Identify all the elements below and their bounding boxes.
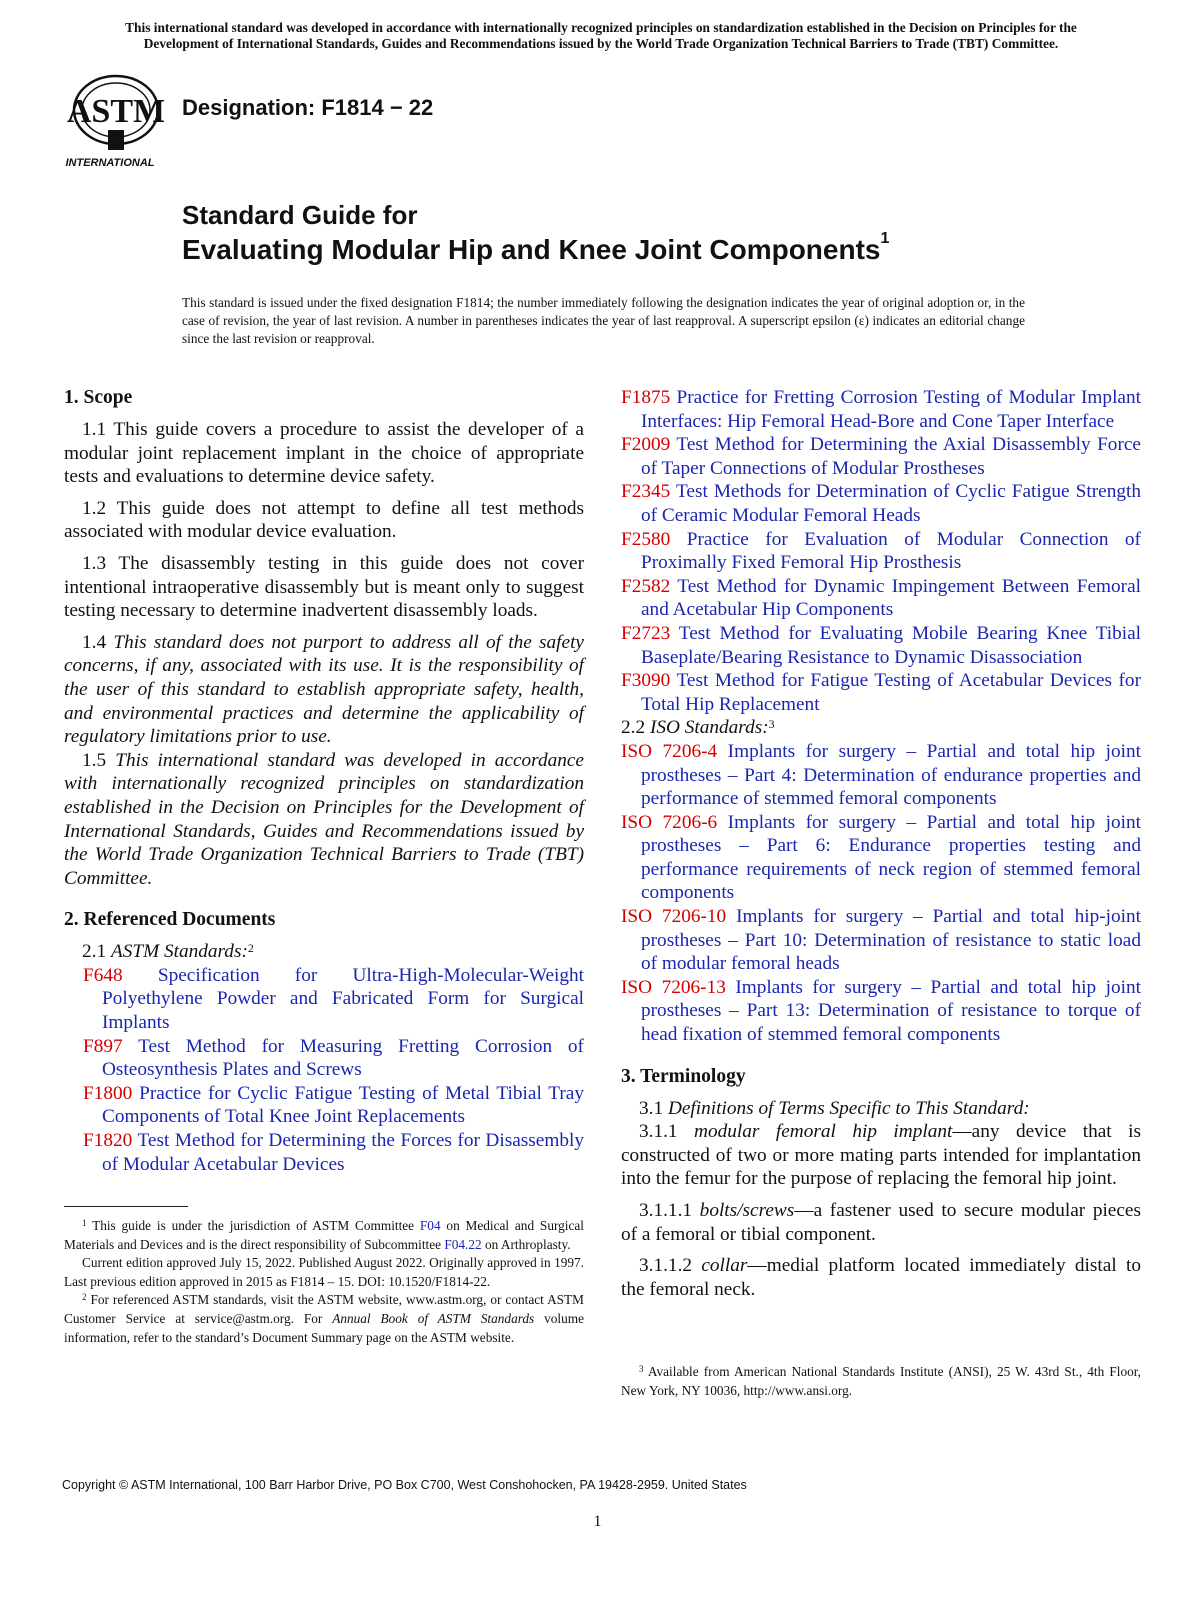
astm-standards-sup: 2 [247,941,254,956]
footnote-1-c: on Arthroplasty. [485,1236,571,1252]
ref-code[interactable]: F2009 [621,434,671,456]
ref-f1875[interactable] [621,386,1141,433]
subcommittee-link[interactable]: F04.22 [444,1236,482,1252]
iso-standards-sup: 3 [768,717,775,732]
scope-1-5-text: This international standard was developed in accordance with internationally recognized principles on standardization established in the Decision on Principles for the Development of International Standards, Guides and Recommendations issued by the World Trade Organization Technical Barriers to Trade (TBT) Committee. [64,749,584,889]
page-number: 1 [593,1513,602,1530]
designation: Designation: F1814 − 22 [182,95,434,120]
astm-standards-label [64,940,584,964]
ref-code[interactable]: ISO 7206-6 [621,811,718,833]
term-3-1-1-2 [621,1254,1141,1301]
scope-1-5-num: 1.5 [82,749,107,771]
definitions-text: Definitions of Terms Specific to This Standard: [667,1097,1030,1119]
ref-f2582[interactable] [621,575,1141,622]
footnote-2-mark: 2 [82,1292,87,1303]
scope-1-4-num: 1.4 [82,631,107,653]
term-name: bolts/screws [699,1200,795,1221]
ref-code[interactable]: F2582 [621,575,671,597]
ref-code[interactable]: F1820 [83,1130,133,1152]
term-num: 3.1.1 [639,1121,678,1143]
iso-standards-text: ISO Standards: [649,717,769,739]
footnote-2 [64,1291,584,1347]
title-main: Evaluating Modular Hip and Knee Joint Components [182,234,881,265]
definitions-num: 3.1 [639,1097,664,1119]
ref-f648[interactable] [64,964,584,1035]
ref-code[interactable]: F2345 [621,481,671,503]
ref-f2580[interactable] [621,528,1141,575]
ref-title[interactable]: Test Method for Determining the Forces for Disassembly of Modular Acetabular Devices [102,1130,584,1175]
astm-logo-icon [64,70,168,170]
term-definition: —medial platform located immediately distal to the femoral neck. [621,1255,1141,1300]
ref-code[interactable]: F1875 [621,387,671,408]
scope-1-5 [64,749,584,891]
term-definition: —a fastener used to secure modular pieces of a femoral or tibial component. [621,1200,1141,1245]
ref-code[interactable]: F648 [83,964,123,986]
development-notice [62,20,1140,52]
logo-subtitle: INTERNATIONAL [65,157,155,169]
term-definition: —any device that is constructed of two or more mating parts intended for implantation into the femur for the purpose of replacing the femoral hip joint. [621,1121,1141,1190]
notice-line-1: This international standard was developed in accordance with internationally recognized principles on standardization established in the Decision on Principles for the [125,20,1077,35]
ref-iso-7206-4[interactable] [621,740,1141,811]
ref-title[interactable]: Test Method for Dynamic Impingement Between Femoral and Acetabular Hip Components [641,575,1141,621]
ref-code[interactable]: F2580 [621,528,671,550]
ref-f1800[interactable] [64,1082,584,1129]
ref-title[interactable]: Practice for Evaluation of Modular Connection of Proximally Fixed Femoral Hip Prosthesis [641,528,1141,574]
title-line-2 [182,230,890,266]
ref-title[interactable]: Practice for Fretting Corrosion Testing of Modular Implant Interfaces: Hip Femoral Head-Bore and Cone Taper Interface [641,387,1141,432]
term-num: 3.1.1.1 [639,1200,693,1221]
ref-title[interactable]: Implants for surgery – Partial and total hip-joint prostheses – Part 10: Determination of resistance to static load of modular femoral heads [641,906,1141,975]
notice-line-2: Development of International Standards, Guides and Recommendations issued by the World Trade Organization Technical Barriers to Trade (TBT) Committee. [143,36,1059,51]
intro-paragraph: This standard is issued under the fixed designation F1814; the number immediately following the designation indicates the year of original adoption or, in the case of revision, the year of last revision. A number in parentheses indicates the year of last reapproval. A superscript epsilon (ε) indicates an editorial change since the last revision or reapproval. [182,295,1025,346]
ref-title[interactable]: Test Method for Determining the Axial Disassembly Force of Taper Connections of Modular Prostheses [641,434,1141,479]
committee-link[interactable]: F04 [419,1218,441,1233]
scope-1-1: 1.1 This guide covers a procedure to assist the developer of a modular joint replacement implant in the choice of appropriate tests and evaluations to determine device safety. [64,419,584,488]
left-column [64,386,584,1176]
footnote-3-mark: 3 [639,1364,644,1374]
copyright-line: Copyright © ASTM International, 100 Barr Harbor Drive, PO Box C700, West Conshohocken, PA 19428-2959. United States [62,1478,747,1492]
ref-title[interactable]: Test Method for Evaluating Mobile Bearing Knee Tibial Baseplate/Bearing Resistance to Dynamic Disassociation [641,622,1141,668]
term-name: collar [701,1255,748,1277]
ref-f2009[interactable] [621,433,1141,480]
footnote-1-b: on Medical and Surgical Materials and Devices and is the direct responsibility of Subcommittee [64,1218,584,1252]
ref-title[interactable]: Practice for Cyclic Fatigue Testing of Metal Tibial Tray Components of Total Knee Joint Replacements [102,1082,584,1128]
ref-code[interactable]: ISO 7206-13 [621,976,726,998]
term-name: modular femoral hip implant [694,1121,953,1143]
footnote-edition: Current edition approved July 15, 2022. Published August 2022. Originally approved in 1997. Last previous edition approved in 2015 as F1814 – 15. DOI: 10.1520/F1814-22. [64,1255,584,1289]
footnote-3-text: Available from American National Standards Institute (ANSI), 25 W. 43rd St., 4th Floor, New York, NY 10036, http://www.ansi.org. [621,1364,1141,1398]
footnote-1-a: This guide is under the jurisdiction of ASTM Committee [92,1218,415,1233]
ref-title[interactable]: Specification for Ultra-High-Molecular-Weight Polyethylene Powder and Fabricated Form for Surgical Implants [102,964,584,1034]
ref-code[interactable]: F897 [83,1035,123,1057]
title-footnote-mark: 1 [880,230,890,247]
iso-standards-label [621,716,1141,740]
footnote-1-mark: 1 [82,1218,87,1228]
refdocs-heading: 2. Referenced Documents [64,909,276,931]
astm-standards-num: 2.1 [82,941,107,963]
footnote-2-b: volume information, refer to the standard’s Document Summary page on the ASTM website. [64,1310,585,1345]
astm-logo [64,70,168,170]
scope-1-3: 1.3 The disassembly testing in this guide does not cover intentional intraoperative disassembly but is meant only to suggest testing necessary to determine inadvertent disassembly loads. [64,552,584,622]
ref-code[interactable]: ISO 7206-10 [621,906,727,928]
term-num: 3.1.1.2 [639,1255,693,1277]
ref-code[interactable]: F1800 [83,1082,133,1104]
ref-f3090[interactable] [621,669,1141,716]
scope-1-4-text: This standard does not purport to address all of the safety concerns, if any, associated with its use. It is the responsibility of the user of this standard to establish appropriate safety, health, and environmental practices and determine the applicability of regulatory limitations prior to use. [64,631,584,748]
ref-title[interactable]: Test Method for Fatigue Testing of Acetabular Devices for Total Hip Replacement [641,670,1141,715]
footnote-2-italic: Annual Book of ASTM Standards [332,1310,535,1326]
left-footnotes [64,1206,584,1347]
scope-1-2: 1.2 This guide does not attempt to define all test methods associated with modular device evaluation. [64,497,584,543]
ref-title[interactable]: Implants for surgery – Partial and total hip joint prostheses – Part 13: Determination of resistance to torque of head fixation of stemmed femoral components [641,976,1141,1046]
definitions-label [621,1097,1141,1121]
scope-1-4 [64,631,584,749]
footnote-2-a: For referenced ASTM standards, visit the ASTM website, www.astm.org, or contact ASTM Customer Service at service@astm.org. For [64,1292,585,1326]
ref-title[interactable]: Implants for surgery – Partial and total hip joint prostheses – Part 4: Determination of endurance properties and performance of stemmed femoral components [641,740,1141,810]
ref-f1820[interactable] [64,1129,584,1176]
ref-iso-7206-10[interactable] [621,905,1141,976]
ref-code[interactable]: F3090 [621,670,671,692]
ref-code[interactable]: F2723 [621,622,671,644]
ref-title[interactable]: Implants for surgery – Partial and total hip joint prostheses – Part 6: Endurance properties testing and performance requirements of neck region of stemmed femoral components [641,811,1141,904]
title-line-1: Standard Guide for [182,200,418,230]
ref-f2345[interactable] [621,480,1141,527]
astm-standards-text: ASTM Standards: [110,941,248,963]
logo-letters: ASTM [66,93,166,130]
footnote-1 [64,1217,584,1254]
ref-iso-7206-13[interactable] [621,976,1141,1047]
scope-heading: 1. Scope [64,387,133,408]
ref-title[interactable]: Test Method for Measuring Fretting Corrosion of Osteosynthesis Plates and Screws [102,1035,584,1081]
footnote-3 [621,1363,1141,1400]
footnote-rule [64,1206,188,1207]
ref-iso-7206-6[interactable] [621,811,1141,905]
ref-f2723[interactable] [621,622,1141,669]
iso-standards-num: 2.2 [621,717,646,739]
right-column [621,386,1141,1301]
terminology-heading: 3. Terminology [621,1065,746,1087]
right-footnotes [621,1363,1141,1400]
ref-code[interactable]: ISO 7206-4 [621,740,718,762]
term-3-1-1 [621,1120,1141,1191]
term-3-1-1-1 [621,1199,1141,1246]
ref-title[interactable]: Test Methods for Determination of Cyclic Fatigue Strength of Ceramic Modular Femoral Heads [641,481,1141,526]
ref-f897[interactable] [64,1035,584,1082]
